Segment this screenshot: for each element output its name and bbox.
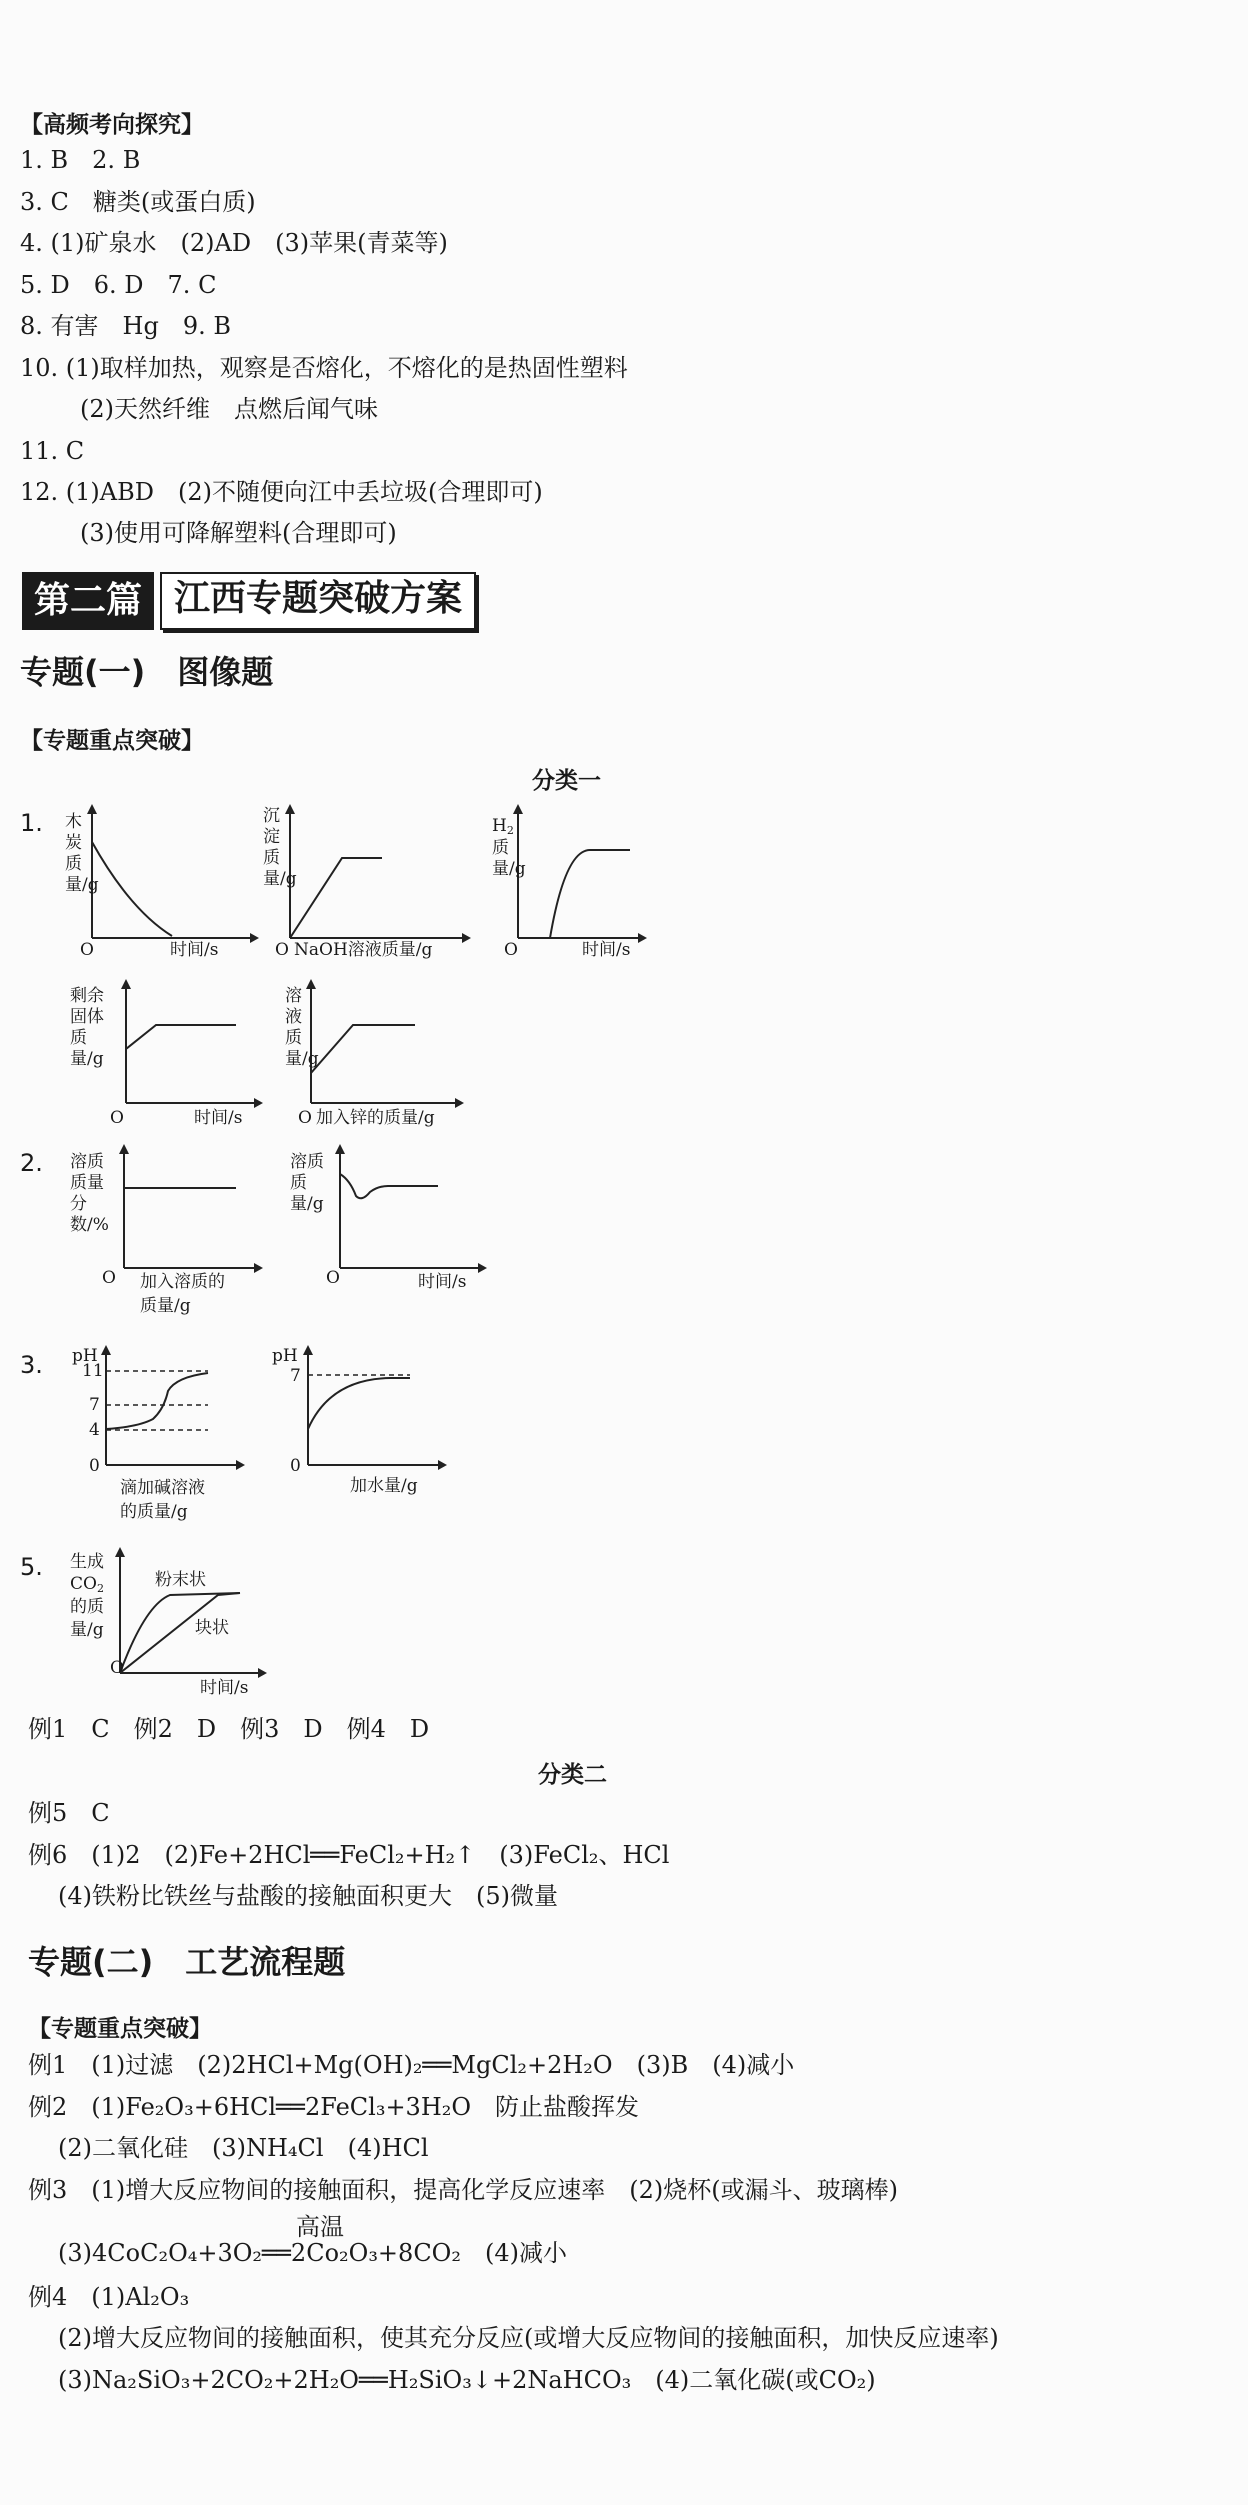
question-number: 1.: [20, 809, 43, 837]
curve-label: 块状: [195, 1618, 229, 1638]
question-number: 5.: [20, 1553, 43, 1581]
y-axis-label: $H_2$: [492, 816, 514, 837]
origin-label: O: [298, 1108, 312, 1128]
graph-remaining-solid-mass: [96, 975, 266, 1125]
y-axis-label: 木炭质量/g: [65, 812, 99, 895]
y-axis-label: 溶质质量/g: [290, 1152, 324, 1214]
origin-label: O: [80, 940, 94, 960]
answer-line: 例1 (1)过滤 (2)2HCl+Mg(OH)₂══MgCl₂+2H₂O (3)B (4)减小: [28, 2051, 795, 2079]
part-title: 江西专题突破方案: [160, 572, 476, 630]
answer-line: 10. (1)取样加热，观察是否熔化，不熔化的是热固性塑料: [20, 354, 628, 382]
curve-label: 粉末状: [155, 1570, 206, 1590]
answer-line: 例5 C: [28, 1799, 110, 1827]
x-axis-label: 的质量/g: [120, 1502, 188, 1522]
answer-line: 11. C: [20, 437, 85, 465]
x-axis-label: NaOH溶液质量/g: [294, 940, 433, 960]
section-heading: 【专题重点突破】: [20, 728, 204, 754]
y-axis-label: 剩余固体质量/g: [70, 986, 104, 1069]
x-axis-label: 时间/s: [170, 940, 219, 960]
graph-solute-fraction: [96, 1140, 266, 1290]
tick-label: 11: [82, 1361, 104, 1381]
y-axis-label: $CO_2$: [70, 1574, 104, 1595]
x-axis-label: 加入锌的质量/g: [316, 1108, 435, 1128]
answer-line: (3)使用可降解塑料(合理即可): [80, 519, 397, 547]
answer-line: 5. D 6. D 7. C: [20, 271, 217, 299]
answer-line: 例6 (1)2 (2)Fe+2HCl══FeCl₂+H₂↑ (3)FeCl₂、HCl: [28, 1841, 670, 1869]
answer-line: (2)二氧化硅 (3)NH₄Cl (4)HCl: [58, 2134, 429, 2162]
origin-label: O: [326, 1268, 340, 1288]
answer-line: (4)铁粉比铁丝与盐酸的接触面积更大 (5)微量: [58, 1882, 558, 1910]
question-number: 3.: [20, 1351, 43, 1379]
section-heading: 【高频考向探究】: [20, 112, 204, 138]
x-axis-label: 时间/s: [194, 1108, 243, 1128]
tick-label: 7: [290, 1366, 301, 1386]
x-axis-label: 时间/s: [200, 1678, 249, 1698]
origin-label: 0: [290, 1456, 301, 1476]
answer-line: 例3 (1)增大反应物间的接触面积，提高化学反应速率 (2)烧杯(或漏斗、玻璃棒): [28, 2176, 898, 2204]
answer-line: 12. (1)ABD (2)不随便向江中丢垃圾(合理即可): [20, 478, 543, 506]
x-axis-label: 时间/s: [582, 940, 631, 960]
origin-label: O: [504, 940, 518, 960]
tick-label: 4: [89, 1420, 100, 1440]
x-axis-label: 加入溶质的: [140, 1272, 225, 1292]
origin-label: O: [102, 1268, 116, 1288]
origin-label: O: [110, 1108, 124, 1128]
answer-line: 1. B 2. B: [20, 146, 141, 174]
origin-label: O: [110, 1658, 124, 1678]
y-axis-label: 的质: [70, 1597, 104, 1617]
y-axis-label: 溶液质量/g: [285, 986, 319, 1069]
answer-line: 例4 (1)Al₂O₃: [28, 2283, 190, 2311]
y-axis-label: pH: [272, 1346, 298, 1366]
part-label: 第二篇: [22, 572, 154, 630]
topic-title: 专题(一) 图像题: [20, 653, 274, 691]
y-axis-label: pH: [72, 1346, 98, 1366]
origin-label: O: [275, 940, 289, 960]
reaction-condition: 高温: [296, 2213, 344, 2241]
answer-line: 8. 有害 Hg 9. B: [20, 312, 231, 340]
answer-line: (3)Na₂SiO₃+2CO₂+2H₂O══H₂SiO₃↓+2NaHCO₃ (4)二氧化碳(或CO₂): [58, 2366, 876, 2394]
class-heading: 分类二: [538, 1762, 607, 1788]
y-axis-label: 生成: [70, 1552, 104, 1572]
question-number: 2.: [20, 1149, 43, 1177]
x-axis-label: 质量/g: [140, 1296, 191, 1316]
answer-line: (3)4CoC₂O₄+3O₂══2Co₂O₃+8CO₂ (4)减小: [58, 2239, 567, 2267]
answer-line: 例2 (1)Fe₂O₃+6HCl══2FeCl₃+3H₂O 防止盐酸挥发: [28, 2093, 640, 2121]
y-axis-label: 溶质质量分数/%: [70, 1152, 109, 1235]
part-banner: [22, 572, 476, 630]
x-axis-label: 加水量/g: [350, 1476, 418, 1496]
y-axis-label: 量/g: [70, 1620, 104, 1640]
answer-line: 4. (1)矿泉水 (2)AD (3)苹果(青菜等): [20, 229, 448, 257]
answer-line: (2)增大反应物间的接触面积，使其充分反应(或增大反应物间的接触面积，加快反应速率): [58, 2324, 999, 2352]
answer-line: 3. C 糖类(或蛋白质): [20, 188, 256, 216]
topic-title: 专题(二) 工艺流程题: [28, 1943, 346, 1981]
section-heading: 【专题重点突破】: [28, 2016, 212, 2042]
x-axis-label: 时间/s: [418, 1272, 467, 1292]
origin-label: 0: [89, 1456, 100, 1476]
graph-ph-water: [280, 1345, 450, 1480]
tick-label: 7: [89, 1395, 100, 1415]
y-axis-label: 质量/g: [492, 838, 526, 879]
answer-line: (2)天然纤维 点燃后闻气味: [80, 395, 378, 423]
y-axis-label: 沉淀质量/g: [263, 806, 297, 889]
x-axis-label: 滴加碱溶液: [120, 1478, 205, 1498]
graph-hydrogen-mass: [490, 800, 650, 960]
answer-line: 例1 C 例2 D 例3 D 例4 D: [28, 1715, 430, 1743]
class-heading: 分类一: [532, 768, 601, 794]
graph-co2-mass: [100, 1545, 270, 1695]
